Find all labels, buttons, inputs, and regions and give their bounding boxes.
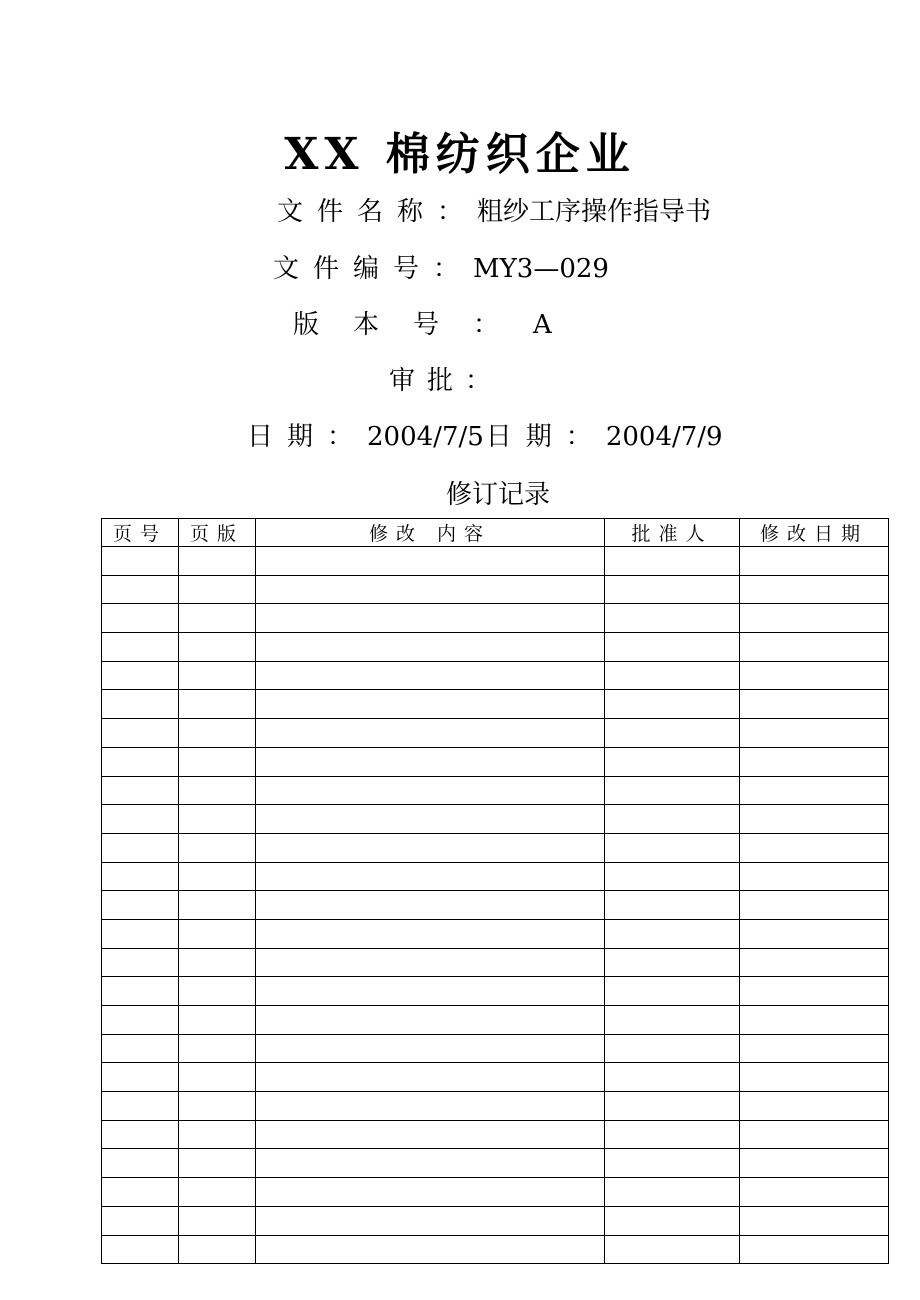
table-cell [605, 1120, 740, 1149]
table-row [102, 977, 889, 1006]
table-cell [256, 919, 605, 948]
table-cell [256, 948, 605, 977]
table-cell [605, 1178, 740, 1207]
table-row [102, 1206, 889, 1235]
version-label: 版本号： [293, 310, 534, 340]
table-cell [102, 1206, 179, 1235]
table-row [102, 719, 889, 748]
col-change-content: 修改 内容 [256, 519, 605, 547]
approval-label: 审批： [389, 366, 504, 396]
table-row [102, 1063, 889, 1092]
table-cell [179, 776, 256, 805]
table-row [102, 575, 889, 604]
table-cell [102, 604, 179, 633]
table-cell [179, 833, 256, 862]
table-cell [605, 805, 740, 834]
date1-label: 日期： [247, 422, 368, 452]
table-cell [256, 1149, 605, 1178]
table-cell [102, 747, 179, 776]
table-cell [256, 805, 605, 834]
table-cell [179, 719, 256, 748]
table-cell [179, 891, 256, 920]
version-value: A [533, 310, 552, 340]
table-cell [256, 747, 605, 776]
col-page-version: 页版 [179, 519, 256, 547]
table-cell [605, 747, 740, 776]
table-cell [102, 1120, 179, 1149]
table-cell [102, 919, 179, 948]
table-cell [256, 1063, 605, 1092]
table-cell [740, 948, 889, 977]
table-row [102, 919, 889, 948]
table-cell [102, 1092, 179, 1121]
table-cell [605, 1206, 740, 1235]
table-cell [179, 690, 256, 719]
table-cell [179, 805, 256, 834]
date2-value: 2004/7/9 [605, 422, 723, 452]
table-cell [102, 977, 179, 1006]
doc-name-label: 文件名称： [277, 197, 478, 227]
table-cell [102, 948, 179, 977]
table-cell [256, 776, 605, 805]
table-cell [740, 919, 889, 948]
table-cell [102, 575, 179, 604]
table-cell [179, 1120, 256, 1149]
table-cell [179, 1092, 256, 1121]
table-cell [256, 862, 605, 891]
table-cell [740, 1178, 889, 1207]
table-cell [256, 1006, 605, 1035]
table-cell [256, 977, 605, 1006]
table-cell [102, 690, 179, 719]
table-cell [256, 1034, 605, 1063]
table-cell [740, 805, 889, 834]
table-cell [605, 1006, 740, 1035]
table-cell [179, 1149, 256, 1178]
table-row [102, 1120, 889, 1149]
doc-name-line [277, 196, 711, 228]
table-cell [256, 604, 605, 633]
table-cell [605, 833, 740, 862]
table-cell [605, 977, 740, 1006]
table-cell [740, 833, 889, 862]
table-row [102, 1092, 889, 1121]
table-cell [740, 862, 889, 891]
table-cell [256, 661, 605, 690]
table-cell [740, 575, 889, 604]
table-cell [605, 661, 740, 690]
table-cell [102, 805, 179, 834]
table-cell [740, 1235, 889, 1264]
table-row [102, 661, 889, 690]
col-change-date: 修改日期 [740, 519, 889, 547]
table-cell [740, 719, 889, 748]
doc-number-value: MY3—029 [473, 254, 609, 284]
table-cell [740, 1120, 889, 1149]
table-cell [605, 633, 740, 662]
company-title: XX 棉纺织企业 [284, 129, 636, 180]
table-cell [605, 919, 740, 948]
table-cell [256, 547, 605, 576]
table-cell [605, 719, 740, 748]
table-cell [605, 776, 740, 805]
table-row [102, 547, 889, 576]
table-cell [740, 1149, 889, 1178]
table-cell [102, 862, 179, 891]
table-cell [179, 948, 256, 977]
table-cell [740, 1006, 889, 1035]
table-cell [256, 1235, 605, 1264]
doc-number-label: 文件编号： [273, 254, 474, 284]
table-cell [605, 1235, 740, 1264]
table-cell [256, 891, 605, 920]
table-cell [102, 1149, 179, 1178]
table-cell [740, 977, 889, 1006]
table-cell [605, 862, 740, 891]
doc-name-value: 粗纱工序操作指导书 [477, 197, 712, 227]
table-row [102, 633, 889, 662]
table-row [102, 805, 889, 834]
table-cell [179, 1178, 256, 1207]
table-cell [102, 891, 179, 920]
table-cell [102, 833, 179, 862]
col-approver: 批准人 [605, 519, 740, 547]
table-cell [179, 1034, 256, 1063]
version-line [293, 309, 552, 341]
date2-label: 日期： [485, 422, 606, 452]
table-cell [102, 719, 179, 748]
table-cell [102, 633, 179, 662]
table-cell [256, 1206, 605, 1235]
table-cell [179, 661, 256, 690]
table-cell [179, 1006, 256, 1035]
table-cell [179, 575, 256, 604]
table-row [102, 1178, 889, 1207]
table-row [102, 1149, 889, 1178]
table-cell [179, 1206, 256, 1235]
table-cell [605, 1034, 740, 1063]
table-cell [102, 661, 179, 690]
table-cell [102, 776, 179, 805]
table-cell [102, 1063, 179, 1092]
table-cell [740, 1092, 889, 1121]
revision-table [101, 518, 889, 1264]
date1-value: 2004/7/5 [367, 422, 484, 452]
table-cell [179, 547, 256, 576]
table-row [102, 948, 889, 977]
table-cell [605, 604, 740, 633]
table-row [102, 776, 889, 805]
table-row [102, 604, 889, 633]
col-page-number: 页号 [102, 519, 179, 547]
table-cell [256, 833, 605, 862]
table-cell [605, 575, 740, 604]
table-cell [179, 633, 256, 662]
table-cell [605, 690, 740, 719]
table-cell [740, 1206, 889, 1235]
table-cell [256, 719, 605, 748]
table-cell [740, 661, 889, 690]
table-cell [179, 862, 256, 891]
table-cell [605, 1063, 740, 1092]
table-cell [102, 1178, 179, 1207]
table-row [102, 747, 889, 776]
revision-header-row [102, 519, 889, 547]
approval-line [389, 365, 503, 397]
table-cell [256, 1178, 605, 1207]
table-row [102, 1006, 889, 1035]
table-row [102, 833, 889, 862]
table-cell [102, 1235, 179, 1264]
table-cell [102, 1006, 179, 1035]
table-cell [179, 919, 256, 948]
table-cell [256, 1092, 605, 1121]
revision-record-title: 修订记录 [445, 480, 550, 510]
table-cell [605, 948, 740, 977]
table-cell [740, 891, 889, 920]
table-cell [605, 1092, 740, 1121]
doc-number-line [273, 253, 609, 285]
table-cell [256, 633, 605, 662]
table-cell [256, 1120, 605, 1149]
table-row [102, 862, 889, 891]
table-row [102, 891, 889, 920]
table-row [102, 1235, 889, 1264]
table-cell [102, 1034, 179, 1063]
table-cell [605, 891, 740, 920]
table-cell [179, 977, 256, 1006]
table-cell [740, 547, 889, 576]
table-cell [740, 633, 889, 662]
table-row [102, 690, 889, 719]
table-row [102, 1034, 889, 1063]
table-cell [179, 747, 256, 776]
table-cell [605, 547, 740, 576]
table-cell [740, 776, 889, 805]
table-cell [605, 1149, 740, 1178]
table-cell [740, 690, 889, 719]
table-cell [179, 1063, 256, 1092]
table-cell [102, 547, 179, 576]
dates-line [247, 421, 723, 453]
table-cell [740, 747, 889, 776]
table-cell [740, 1063, 889, 1092]
table-cell [256, 690, 605, 719]
table-cell [179, 604, 256, 633]
table-cell [256, 575, 605, 604]
table-cell [740, 604, 889, 633]
table-cell [179, 1235, 256, 1264]
table-cell [740, 1034, 889, 1063]
